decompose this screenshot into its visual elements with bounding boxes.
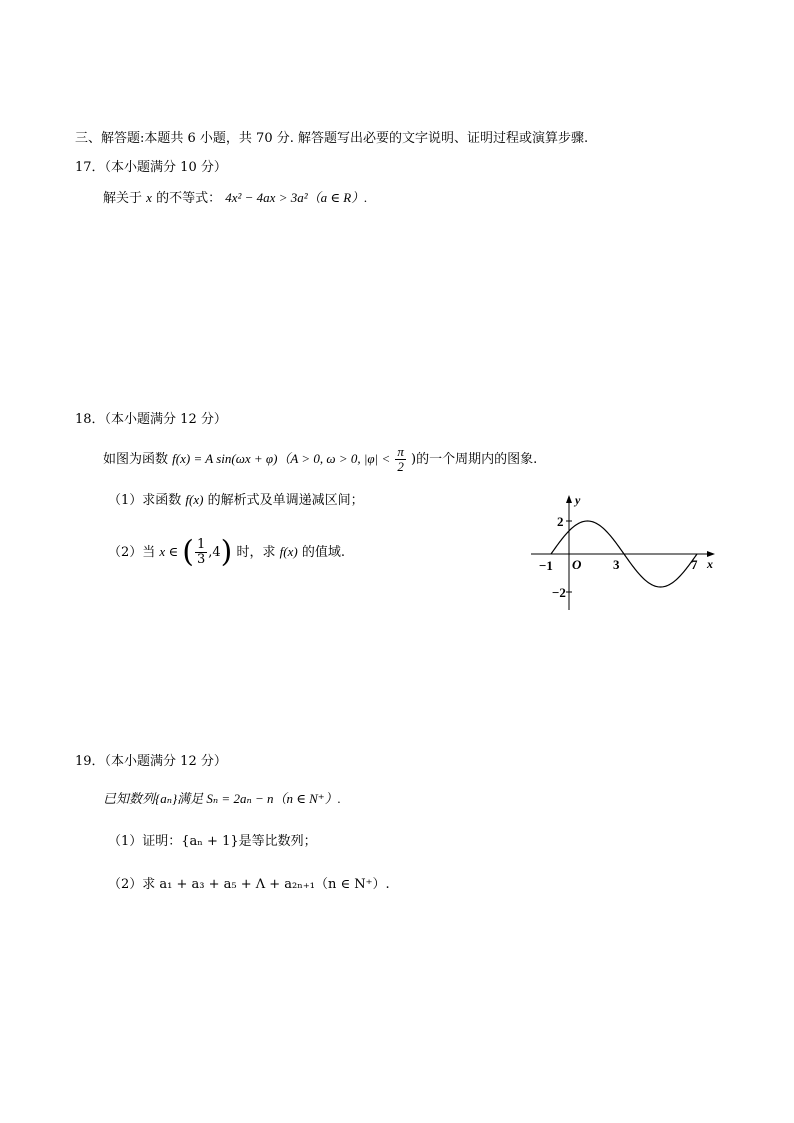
q18-fraction [395,445,406,474]
tick-label-7: 7 [691,557,698,572]
q19-part2-text: （2）求 a₁ + a₃ + a₅ + Λ + a₂ₙ₊₁（n ∈ N⁺）. [108,877,390,892]
q18-part2-num: 1 [196,537,206,552]
q18-part1-rest: 的解析式及单调递减区间； [207,493,364,508]
q17-number: 17．（本小题满分 10 分） [75,160,227,175]
q17-prompt-text2: 的不等式： [156,191,222,206]
q18-part2 [108,535,345,570]
q19-part1 [108,833,317,851]
y-axis-arrow [566,495,572,503]
q18-part2-fraction [195,538,207,567]
q18-part1 [108,491,364,510]
q18-fraction-num: π [397,444,404,459]
q18-part1-func: f(x) [185,492,204,507]
x-axis-label: x [707,557,713,571]
q17-var: x [146,190,152,205]
section-header: 三、解答题:本题共 6 小题，共 70 分. 解答题写出必要的文字说明、证明过程或演算步骤. [75,131,589,146]
q18-number: 18．（本小题满分 12 分） [75,412,227,427]
tick-label-yneg2: −2 [552,585,566,600]
q18-function: f(x) = A sin(ωx + φ)（A > 0, ω > 0, |φ| < [172,451,391,466]
q19-part2 [108,876,390,894]
q18-part2-label: （2）当 [108,545,156,560]
q18-prompt [103,443,537,476]
q18-part2-func: f(x) [279,544,298,559]
q18-part2-close-paren: ) [220,534,233,570]
q18-part2-end: ,4 [208,545,221,560]
q18-part1-label: （1）求函数 [108,493,182,508]
q18-prompt-a: 如图为函数 [103,452,169,467]
q18-part2-den: 3 [196,552,206,567]
q19-prompt-text: 已知数列{aₙ}满足 Sₙ = 2aₙ − n（n ∈ N⁺）. [103,791,341,806]
tick-label-neg1: −1 [539,558,553,573]
y-axis-label: y [575,493,581,507]
q17-expression: 4x² − 4ax > 3a²（a ∈ R）. [225,190,368,205]
origin-label: O [572,557,582,572]
q19-part1-text: （1）证明：{aₙ + 1}是等比数列； [108,834,317,849]
q18-part2-var: x ∈ [159,544,179,559]
q18-part2-rest: 时，求 [236,545,276,560]
q18-fraction-den: 2 [397,459,404,474]
q19-prompt [103,790,341,809]
q17-prompt [103,189,367,208]
tick-label-3: 3 [613,557,620,572]
q17-prompt-text: 解关于 [103,191,143,206]
q19-number: 19．（本小题满分 12 分） [75,754,227,769]
sine-graph [525,488,725,613]
tick-label-y2: 2 [557,514,564,529]
q18-part2-tail: 的值域. [301,545,345,560]
q18-part2-open-paren: ( [182,534,194,570]
q18-prompt-b: )的一个周期内的图象. [411,452,538,467]
